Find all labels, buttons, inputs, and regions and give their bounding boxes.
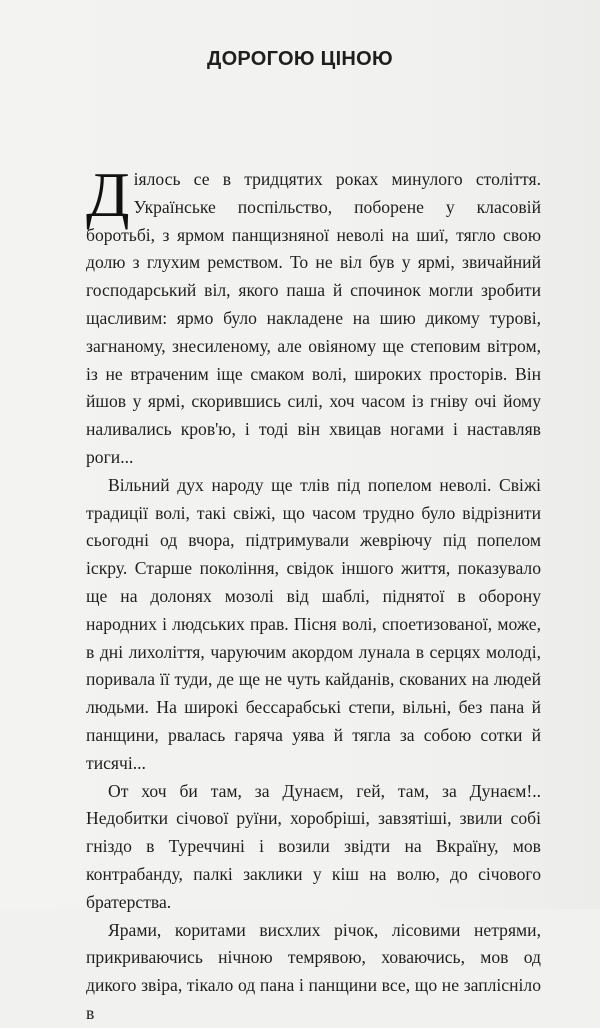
paragraph-1 bbox=[86, 159, 541, 472]
chapter-text bbox=[86, 159, 541, 1028]
paragraph-3: От хоч би там, за Дунаєм, гей, там, за Дунаєм!.. Недобитки січової руїни, хоробріші, завзятіші, звили собі гніздо в Туреччині і возили звідти на Вкраїну, мов контрабанду, палкі заклики у кіш на волю, до січового братерства. bbox=[86, 780, 541, 912]
paragraph-4: Ярами, коритами висхлих річок, лісовими нетрями, прикриваючись нічною темрявою, ховаючись, мов од дикого звіра, тікало од пана і панщини все, що не заплісніло в bbox=[86, 919, 541, 1023]
chapter-title: ДОРОГОЮ ЦІНОЮ bbox=[207, 48, 393, 70]
paragraph-1-text: іялось се в тридцятих роках минулого століття. Українське поспільство, поборене у класовій боротьбі, з ярмом панщизняної неволі на шиї, тягло свою долю з глухим ремством. То не віл був у ярмі, звичайний господарський віл, якого паша й спочинок могли зробити щасливим: ярмо було накладене на шию дикому турові, загнаному, знесиленому, але овіяному ще степовим вітром, із не втраченим іще смаком волі, широких просторів. Він йшов у ярмі, скорившись силі, хоч часом із гніву очі йому наливались кров'ю, і тоді він хвицав ногами і наставляв роги... bbox=[86, 169, 541, 467]
paragraph-2: Вільний дух народу ще тлів під попелом неволі. Свіжі традиції волі, такі свіжі, що часом трудно було відрізнити сьогодні од вчора, підтримували жевріючу під попелом іскру. Старше покоління, свідок іншого життя, показувало ще на долонях мозолі від шаблі, піднятої в оборону народних і людських прав. Пісня волі, споетизованої, може, в дні лихоліття, чаруючим акордом лунала в серцях молоді, поривала її туди, де ще не чуть кайданів, скованих на людей людьми. На широкі бессарабські степи, вільні, без пана й панщини, рвалась гаряча уява й тягла за собою сотки й тисячі... bbox=[86, 474, 541, 773]
drop-cap: Д bbox=[86, 159, 130, 230]
